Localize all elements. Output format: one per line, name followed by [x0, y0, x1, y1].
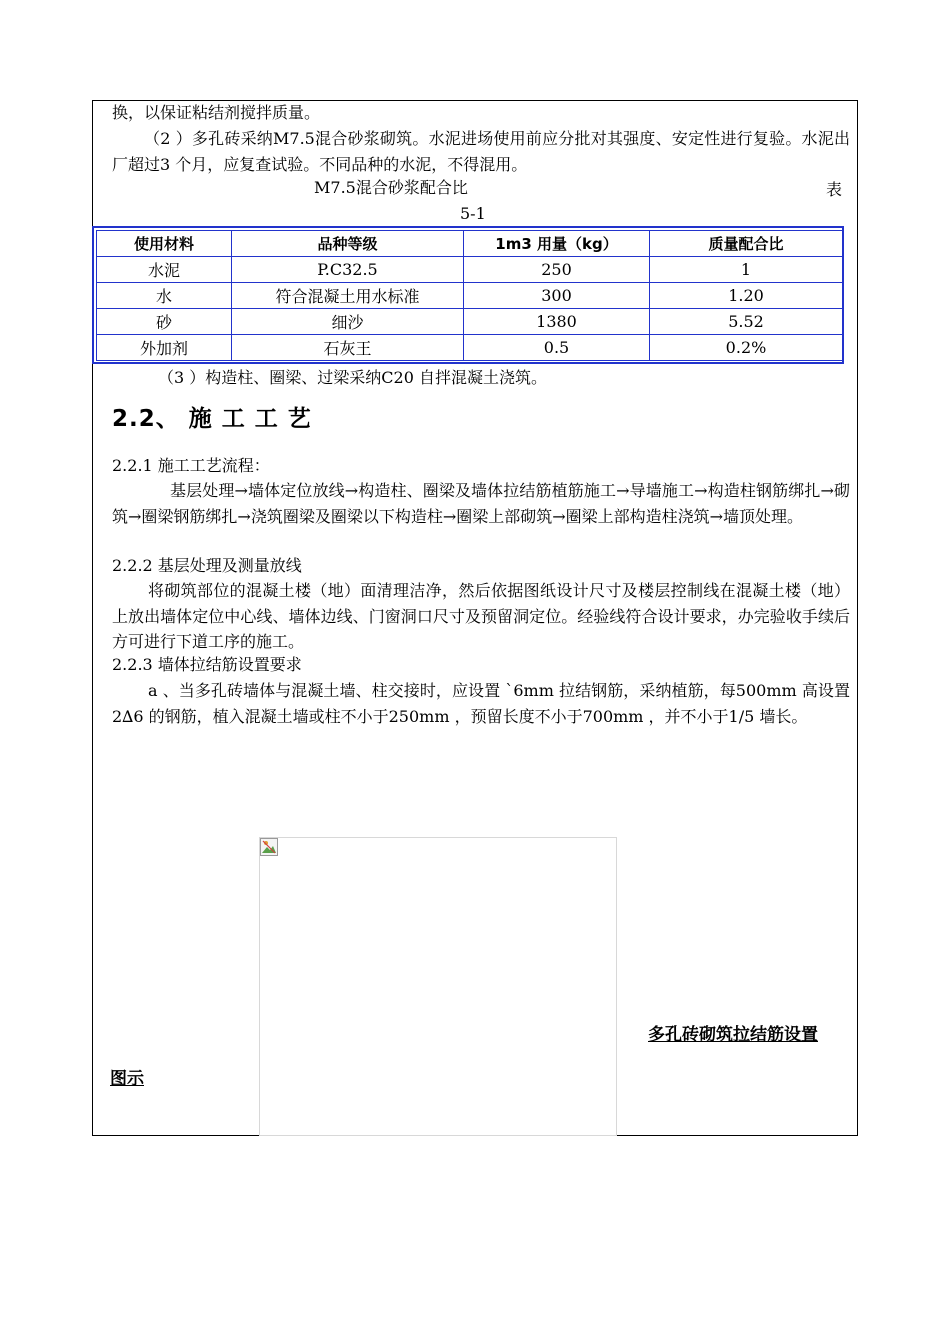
table-cell: 1380: [464, 309, 650, 335]
s221-body: 基层处理→墙体定位放线→构造柱、圈梁及墙体拉结筋植筋施工→导墙施工→构造柱钢筋绑扎→砌筑→圈梁钢筋绑扎→浇筑圈梁及圈梁以下构造柱→圈梁上部砌筑→圈梁上部构造柱浇筑→墙顶处理。: [112, 481, 850, 526]
s222-body: 将砌筑部位的混凝土楼（地）面清理洁净，然后依据图纸设计尺寸及楼层控制线在混凝土楼（地）上放出墙体定位中心线、墙体边线、门窗洞口尺寸及预留洞定位。经验线符合设计要求，办完验收手续后方可进行下道工序的施工。: [112, 581, 850, 651]
header-cell: 1m3 用量（kg）: [464, 231, 650, 257]
table-cell: 250: [464, 257, 650, 283]
header-cell: 质量配合比: [650, 231, 843, 257]
figure-caption-left: 图示: [110, 1069, 144, 1089]
table-row: [97, 309, 843, 335]
table-header-row: [97, 231, 843, 257]
table-cell: 细沙: [232, 309, 464, 335]
table-row: [97, 257, 843, 283]
table-label-a: 表: [826, 180, 843, 199]
mix-ratio-table: [92, 226, 844, 364]
section-heading: 2.2、 施 工 工 艺: [112, 406, 312, 432]
table-cell: 0.2%: [650, 335, 843, 361]
table-cell: 石灰王: [232, 335, 464, 361]
s221-title: 2.2.1 施工工艺流程：: [112, 456, 270, 475]
table-cell: 1.20: [650, 283, 843, 309]
table-cell: 1: [650, 257, 843, 283]
figure-image-placeholder: [259, 837, 617, 1136]
figure-caption-right: 多孔砖砌筑拉结筋设置: [648, 1025, 818, 1045]
table-cell: 300: [464, 283, 650, 309]
table-cell: 5.52: [650, 309, 843, 335]
item-2-paragraph: （2 ）多孔砖采纳M7.5混合砂浆砌筑。水泥进场使用前应分批对其强度、安定性进行复验。水泥出厂超过3 个月，应复查试验。不同品种的水泥，不得混用。: [112, 129, 850, 174]
intro-line: 换，以保证粘结剂搅拌质量。: [112, 103, 321, 122]
table-row: [97, 283, 843, 309]
s223-title: 2.2.3 墙体拉结筋设置要求: [112, 655, 302, 674]
s223-body: a 、当多孔砖墙体与混凝土墙、柱交接时，应设置 `6mm 拉结钢筋，采纳植筋，每500mm 高设置2∆6 的钢筋，植入混凝土墙或柱不小于250mm ，预留长度不小于700mm ，并不小于1/5 墙长。: [112, 681, 850, 726]
item-3-paragraph: （3 ）构造柱、圈梁、过梁采纳C20 自拌混凝土浇筑。: [158, 368, 547, 387]
header-cell: 品种等级: [232, 231, 464, 257]
table-title: M7.5混合砂浆配合比: [314, 178, 468, 197]
header-cell: 使用材料: [97, 231, 232, 257]
s222-title: 2.2.2 基层处理及测量放线: [112, 556, 302, 575]
broken-image-icon: [260, 838, 278, 856]
table-cell: 外加剂: [97, 335, 232, 361]
table-cell: 水泥: [97, 257, 232, 283]
table-cell: 符合混凝土用水标准: [232, 283, 464, 309]
table-cell: 0.5: [464, 335, 650, 361]
table-row: [97, 335, 843, 361]
table-cell: P.C32.5: [232, 257, 464, 283]
table-cell: 砂: [97, 309, 232, 335]
table-label-b: 5-1: [460, 204, 486, 223]
table-cell: 水: [97, 283, 232, 309]
